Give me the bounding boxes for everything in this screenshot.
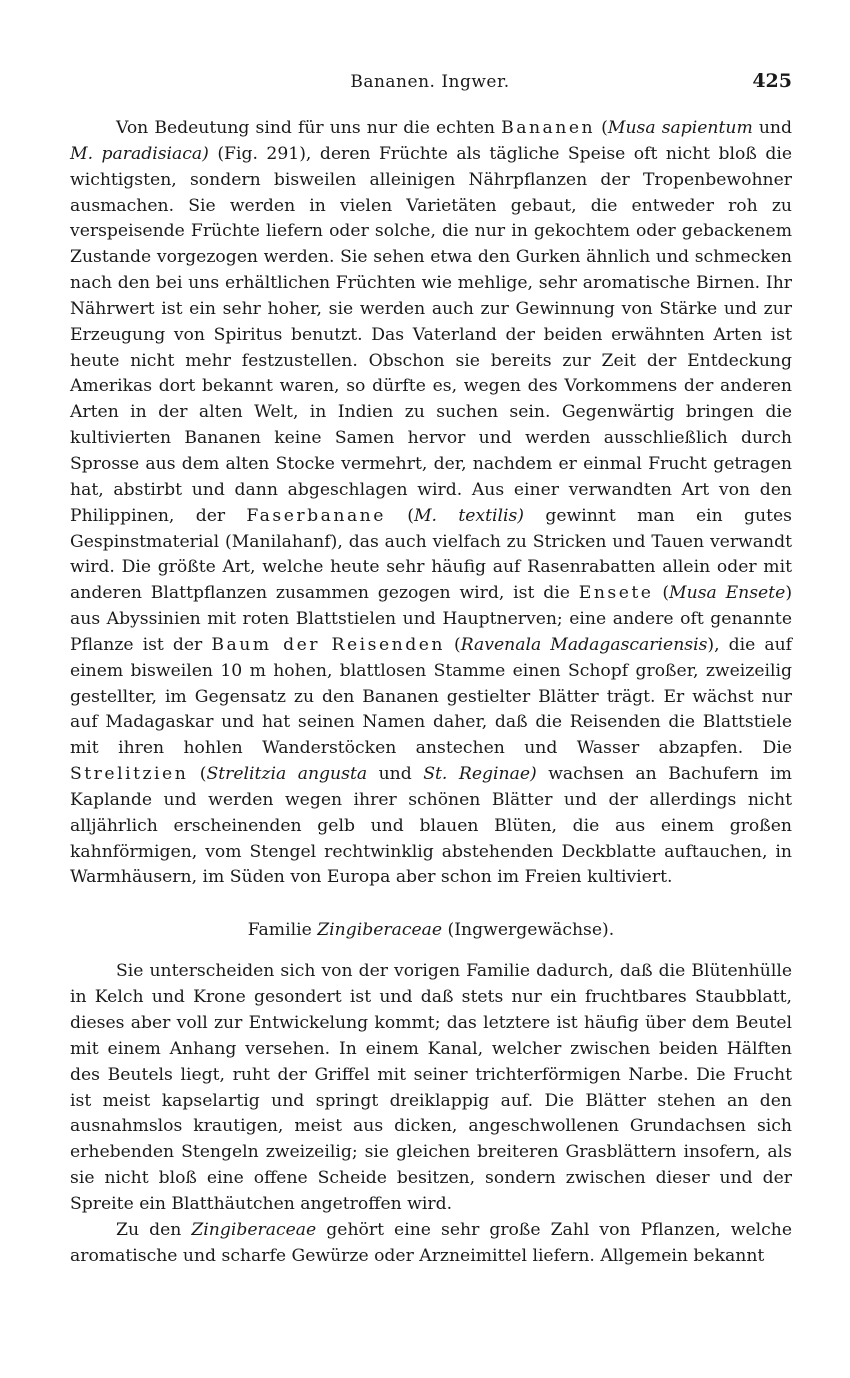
- latin-name: Zingiberaceae: [191, 1219, 317, 1240]
- running-title: Bananen. Ingwer.: [350, 72, 510, 92]
- body-text: [70, 116, 792, 1269]
- term-spaced: Bananen: [501, 118, 596, 138]
- page-number: 425: [752, 70, 792, 92]
- latin-name: M. paradisiaca): [70, 143, 209, 164]
- paragraph-bananas: [70, 116, 792, 891]
- text-run: Zu den: [116, 1219, 192, 1240]
- section-heading: [70, 891, 792, 959]
- paragraph-zingiberaceae-description: Sie unterscheiden sich von der vorigen Familie dadurch, daß die Blütenhülle in Kelch und Krone gesondert ist und daß stets nur ein fruchtbares Staubblatt, dieses aber voll zur Entwickelung kommt; das letztere ist häufig über dem Beutel mit einem Anhang versehen. In einem Kanal, welcher zwischen beiden Hälften des Beutels liegt, ruht der Griffel mit seiner trichterförmigen Narbe. Die Frucht ist meist kapselartig und springt dreiklappig auf. Die Blätter stehen an den ausnahmslos krautigen, meist aus dicken, angeschwollenen Grundachsen sich erhebenden Stengeln zweizeilig; sie gleichen breiteren Grasblättern insofern, als sie nicht bloß eine offene Scheide besitzen, sondern zwischen dieser und der Spreite ein Blatthäutchen angetroffen wird.: [70, 961, 792, 1214]
- text-run: gehört eine sehr große Zahl von Pflanzen, welche aromatische und scharfe Gewürze oder Arzneimittel liefern. Allgemein bekannt: [70, 1219, 792, 1266]
- running-head: [0, 70, 850, 100]
- text-run: (: [188, 764, 207, 785]
- text-run: (: [595, 118, 608, 138]
- heading-latin: Zingiberaceae: [317, 920, 443, 941]
- text-run: Von Bedeutung sind für uns nur die echten: [116, 118, 502, 138]
- text-run: (: [444, 634, 461, 655]
- text-run: (: [385, 505, 414, 526]
- latin-name: St. Reginae): [423, 764, 537, 785]
- paragraph-zingiberaceae-uses: [70, 1218, 792, 1270]
- text-run: (Fig. 291), deren Früchte als tägliche Speise oft nicht bloß die wichtigsten, sondern bisweilen alleinigen Nährpflanzen der Tropenbewohner ausmachen. Sie werden in vielen Varietäten gebaut, die entweder roh zu verspeisende Früchte liefern oder solche, die nur in gekochtem oder gebackenem Zustande vorgezogen werden. Sie sehen etwa den Gurken ähnlich und schmecken nach den bei uns erhältlichen Früchten wie mehlige, sehr aromatische Birnen. Ihr Nährwert ist ein sehr hoher, sie werden auch zur Gewinnung von Stärke und zur Erzeugung von Spiritus benutzt. Das Vaterland der beiden erwähnten Arten ist heute nicht mehr festzustellen. Obschon sie bereits zur Zeit der Entdeckung Amerikas dort bekannt waren, so dürfte es, wegen des Vorkommens der anderen Arten in der alten Welt, in Indien zu suchen sein. Gegenwärtig bringen die kultivierten Bananen keine Samen hervor und werden ausschließlich durch Sprosse aus dem alten Stocke vermehrt, der, nachdem er einmal Frucht getragen hat, abstirbt und dann abgeschlagen wird. Aus einer verwandten Art von den Philippinen, der: [70, 143, 792, 526]
- text-run: ) aus Abyssinien mit roten Blattstielen und Hauptnerven; eine andere oft genannte Pflanze ist der: [70, 583, 793, 655]
- text-run: wachsen an Bachufern im Kaplande und werden wegen ihrer schönen Blätter und der allerdings nicht alljährlich erscheinenden gelb und blauen Blüten, die aus einem großen kahnförmigen, vom Stengel rechtwinklig abstehenden Deckblatte auftauchen, in Warmhäusern, im Süden von Europa aber schon im Freien kultiviert.: [70, 764, 792, 888]
- term-spaced: Baum der Reisenden: [211, 634, 445, 655]
- text-run: und: [367, 764, 424, 785]
- term-spaced: Ensete: [578, 583, 654, 604]
- term-spaced: Faserbanane: [246, 505, 386, 526]
- latin-name: M. textilis): [413, 505, 525, 526]
- text-run: gewinnt man ein gutes Gespinstmaterial (Manilahanf), das auch vielfach zu Stricken und Tauen verwandt wird. Die größte Art, welche heute sehr häufig auf Rasenrabatten allein oder mit anderen Blattpflanzen zusammen gezogen wird, ist die: [70, 505, 793, 604]
- text-run: (: [653, 583, 670, 604]
- latin-name: Ravenala Madagascariensis: [460, 634, 708, 655]
- text-run: und: [752, 118, 793, 138]
- latin-name: Strelitzia angusta: [206, 764, 368, 785]
- text-run: ), die auf einem bisweilen 10 m hohen, blattlosen Stamme einen Schopf großer, zweizeilig gestellter, im Gegensatz zu den Bananen gestielter Blätter trägt. Er wächst nur auf Madagaskar und hat seinen Namen daher, daß die Reisenden die Blattstiele mit ihren hohlen Wanderstöcken anstechen und Wasser abzapfen. Die: [70, 634, 793, 759]
- latin-name: Musa sapientum: [607, 118, 753, 138]
- heading-suffix: (Ingwergewächse).: [442, 920, 615, 941]
- latin-name: Musa Ensete: [669, 583, 786, 604]
- heading-prefix: Familie: [247, 920, 318, 941]
- term-spaced: Strelitzien: [70, 764, 189, 785]
